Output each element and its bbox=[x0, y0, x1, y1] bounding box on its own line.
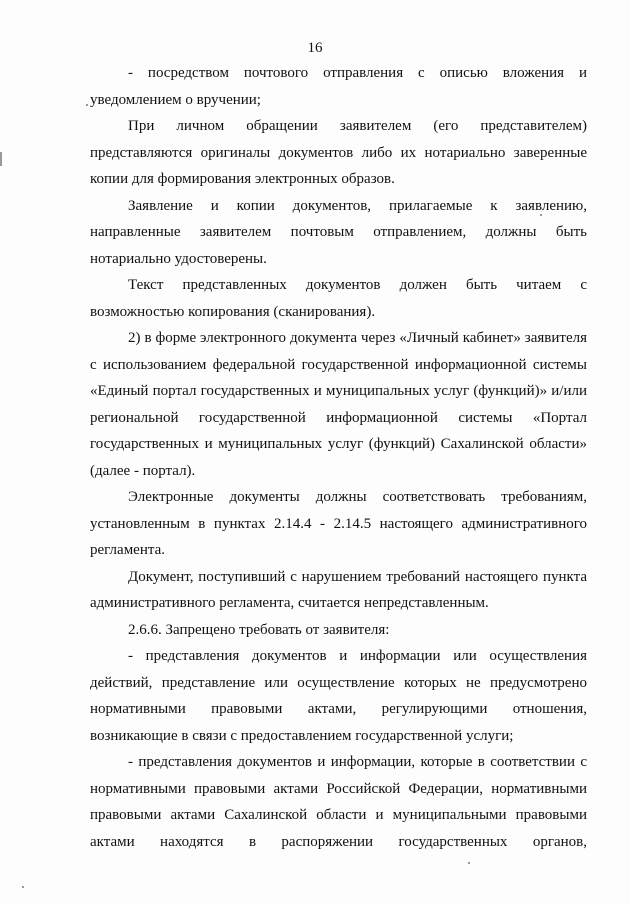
document-body bbox=[90, 60, 587, 855]
scan-edge-mark bbox=[0, 152, 2, 166]
paragraph-prohibited-actions: - представления документов и информации или осуществления действий, представление или осуществление которых не предусмотрено нормативными правовыми актами, регулирующими отношения, возникающие в связи с предоставлением государственной услуги; bbox=[90, 648, 587, 744]
paragraph-electronic-form: 2) в форме электронного документа через «Личный кабинет» заявителя с использованием федеральной государственной информационной системы «Единый портал государственных и муниципальных услуг (функций)» и/или региональной государственной информационной системы «Портал государственных и муниципальных услуг (функций) Сахалинской области» (далее - портал). bbox=[90, 330, 587, 479]
scan-speck bbox=[86, 104, 88, 106]
paragraph-notarized-copies: Заявление и копии документов, прилагаемые к заявлению, направленные заявителем почтовым отправлением, должны быть нотариально удостоверены. bbox=[90, 197, 587, 267]
paragraph-electronic-requirements: Электронные документы должны соответствовать требованиям, установленным в пунктах 2.14.4 - 2.14.5 настоящего административного регламента. bbox=[90, 489, 587, 558]
paragraph-prohibited-documents: - представления документов и информации, которые в соответствии с нормативными правовыми актами Российской Федерации, нормативными правовыми актами Сахалинской области и муниципальными правовыми актами находятся в распоряжении государственных органов, bbox=[90, 754, 587, 850]
paragraph-personal-appeal: При личном обращении заявителем (его представителем) представляются оригиналы документов либо их нотариально заверенные копии для формирования электронных образов. bbox=[90, 118, 587, 187]
scan-speck bbox=[540, 214, 542, 216]
scan-speck bbox=[22, 886, 24, 888]
scan-speck bbox=[468, 862, 470, 864]
paragraph-postal-delivery: - посредством почтового отправления с описью вложения и уведомлением о вручении; bbox=[90, 65, 587, 108]
paragraph-section-heading: 2.6.6. Запрещено требовать от заявителя: bbox=[128, 621, 390, 638]
paragraph-not-submitted: Документ, поступивший с нарушением требований настоящего пункта административного регламента, считается непредставленным. bbox=[90, 568, 587, 611]
page-number: 16 bbox=[307, 40, 323, 56]
paragraph-readable-text: Текст представленных документов должен быть читаем с возможностью копирования (сканирования). bbox=[90, 277, 587, 320]
